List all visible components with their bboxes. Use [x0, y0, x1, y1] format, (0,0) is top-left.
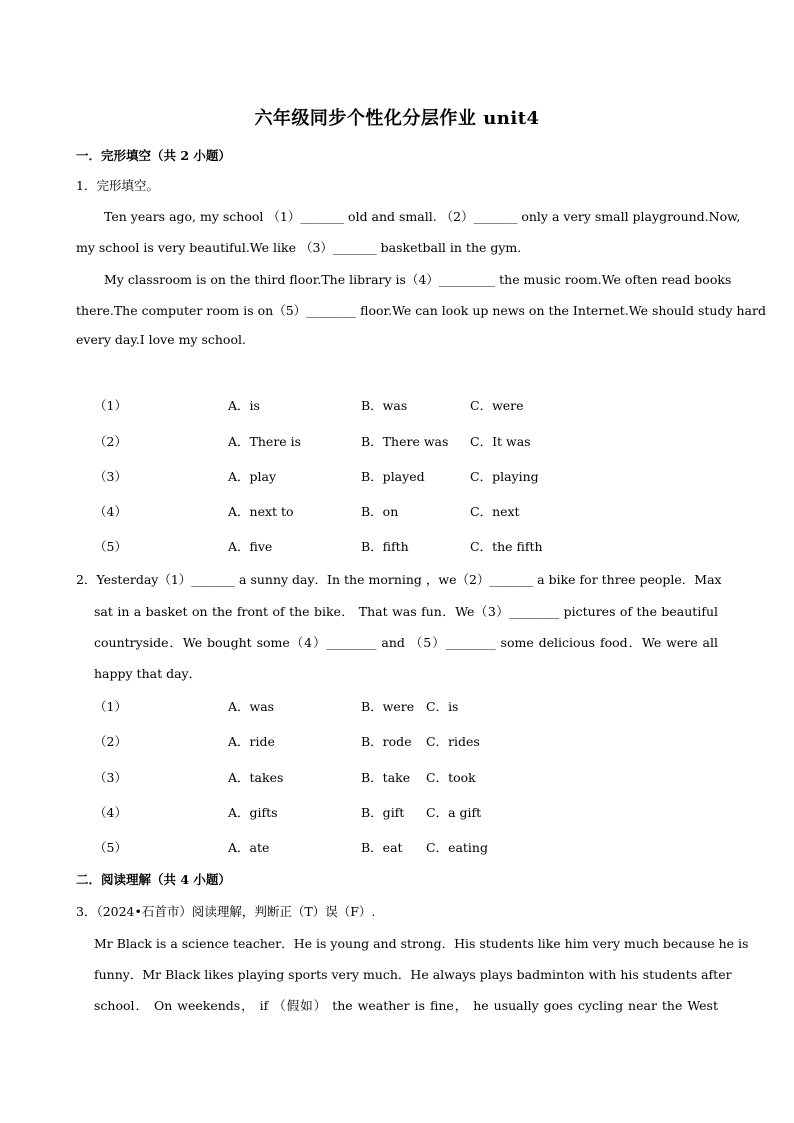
- option-b: B．gift: [361, 805, 405, 820]
- option-number: （2）: [94, 734, 127, 749]
- option-c: C．eating: [426, 840, 488, 855]
- option-b: B．on: [361, 504, 399, 519]
- q2-line-4: happy that day．: [94, 666, 202, 681]
- option-number: （5）: [94, 840, 127, 855]
- option-number: （2）: [94, 434, 127, 449]
- option-b: B．eat: [361, 840, 403, 855]
- page-title: 六年级同步个性化分层作业 unit4: [254, 108, 540, 129]
- option-number: （4）: [94, 805, 127, 820]
- option-a: A．was: [228, 699, 275, 714]
- option-number: （5）: [94, 539, 127, 554]
- q3-line-1: Mr Black is a science teacher．He is young and strong．His students like him very much because he is: [94, 936, 749, 951]
- option-c: C．rides: [426, 734, 480, 749]
- option-c: C．playing: [470, 469, 539, 484]
- q2-line-2: sat in a basket on the front of the bike． That was fun．We（3）________ pictures of the beautiful: [94, 604, 718, 619]
- option-number: （3）: [94, 469, 127, 484]
- option-c: C．is: [426, 699, 459, 714]
- option-b: B．take: [361, 770, 411, 785]
- option-b: B．fifth: [361, 539, 409, 554]
- option-a: A．next to: [228, 504, 294, 519]
- option-c: C．a gift: [426, 805, 482, 820]
- option-number: （1）: [94, 398, 127, 413]
- option-number: （1）: [94, 699, 127, 714]
- q3-line-3: school． On weekends， if （假如） the weather is fine， he usually goes cycling near the West: [94, 998, 718, 1013]
- option-b: B．rode: [361, 734, 412, 749]
- option-c: C．It was: [470, 434, 531, 449]
- option-a: A．ride: [228, 734, 275, 749]
- section-heading-reading: 二．阅读理解（共 4 小题）: [76, 872, 231, 887]
- q1-paragraph-2-line-1: My classroom is on the third floor.The library is（4）_________ the music room.We often read books: [104, 272, 732, 287]
- option-a: A．is: [228, 398, 260, 413]
- q1-paragraph-2-line-2: there.The computer room is on（5）________ floor.We can look up news on the Internet.We should study hard: [76, 303, 766, 318]
- option-a: A．five: [228, 539, 273, 554]
- option-number: （4）: [94, 504, 127, 519]
- option-number: （3）: [94, 770, 127, 785]
- q1-paragraph-2-line-3: every day.I love my school.: [76, 332, 246, 347]
- option-c: C．were: [470, 398, 524, 413]
- q2-line-3: countryside．We bought some（4）________ and （5）________ some delicious food．We were all: [94, 635, 718, 650]
- q1-paragraph-1-line-1: Ten years ago, my school （1）_______ old and small. （2）_______ only a very small playground.Now,: [104, 209, 741, 224]
- option-a: A．takes: [228, 770, 284, 785]
- option-a: A．play: [228, 469, 277, 484]
- question-3-heading: 3．（2024•石首市）阅读理解，判断正（T）误（F）.: [76, 904, 376, 919]
- q3-line-2: funny．Mr Black likes playing sports very much．He always plays badminton with his students after: [94, 967, 732, 982]
- option-c: C．next: [470, 504, 520, 519]
- option-a: A．ate: [228, 840, 270, 855]
- option-c: C．took: [426, 770, 476, 785]
- option-c: C．the fifth: [470, 539, 543, 554]
- section-heading-cloze: 一．完形填空（共 2 小题）: [76, 148, 231, 163]
- option-a: A．There is: [228, 434, 302, 449]
- option-b: B．was: [361, 398, 408, 413]
- option-b: B．played: [361, 469, 425, 484]
- option-b: B．were: [361, 699, 415, 714]
- question-1-heading: 1．完形填空。: [76, 178, 159, 193]
- q1-paragraph-1-line-2: my school is very beautiful.We like （3）_______ basketball in the gym.: [76, 240, 522, 255]
- q2-line-1: 2．Yesterday（1）_______ a sunny day．In the morning ，we（2）_______ a bike for three people．Max: [76, 572, 722, 587]
- option-b: B．There was: [361, 434, 449, 449]
- option-a: A．gifts: [228, 805, 278, 820]
